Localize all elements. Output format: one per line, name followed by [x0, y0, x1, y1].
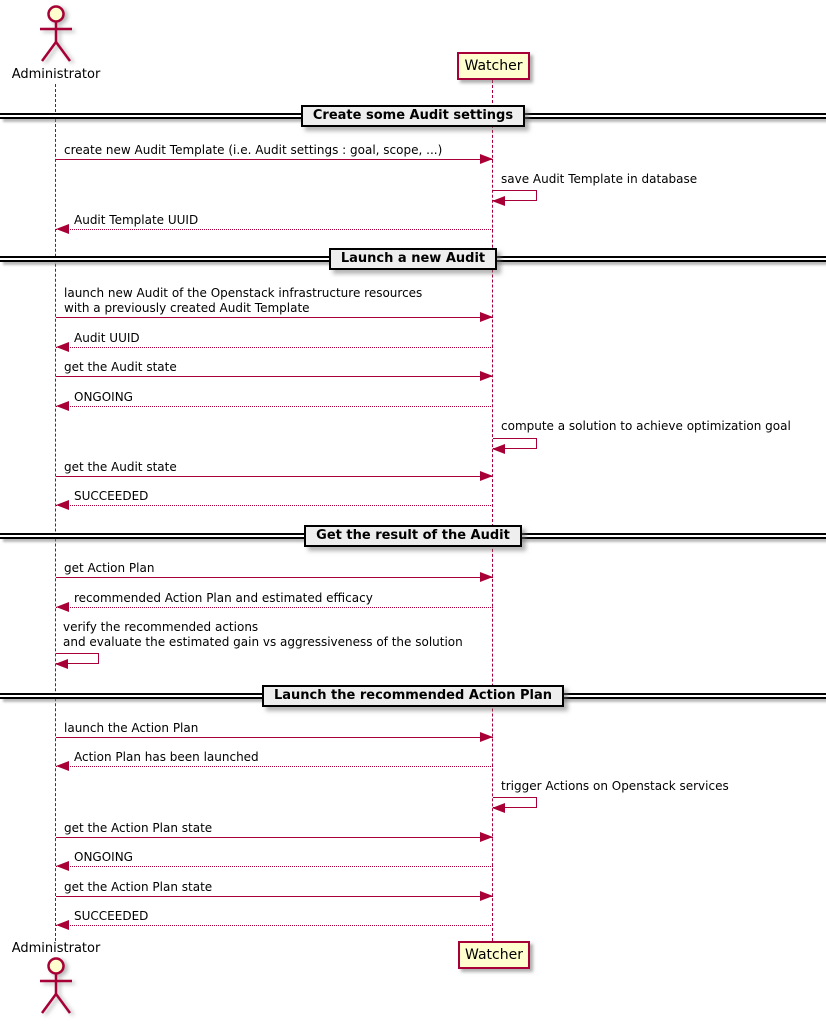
participant-watcher-top — [457, 52, 530, 80]
administrator-label-top: Administrator — [11, 67, 101, 82]
message-launch-new-audit-label-line1: launch new Audit of the Openstack infrastructure resources — [64, 286, 423, 300]
message-succeeded2-label: SUCCEEDED — [74, 909, 149, 923]
message-compute-solution-selfloop — [493, 438, 537, 449]
arrowhead-right-icon — [480, 154, 493, 164]
lifeline-administrator — [55, 84, 56, 941]
message-ongoing-label: ONGOING — [74, 390, 133, 404]
arrowhead-left-icon — [56, 342, 69, 352]
message-compute-solution-label: compute a solution to achieve optimization goal — [501, 419, 791, 433]
arrowhead-right-icon — [480, 312, 493, 322]
message-get-action-plan-arrow — [56, 577, 493, 578]
administrator-actor-icon-bottom — [24, 956, 88, 1016]
message-audit-template-uuid-arrow — [56, 229, 493, 230]
divider-get-result-of-audit — [0, 525, 826, 547]
arrowhead-left-icon — [492, 196, 505, 206]
arrowhead-right-icon — [480, 371, 493, 381]
message-get-action-plan-state2-arrow — [56, 896, 493, 897]
administrator-label-bottom: Administrator — [11, 941, 101, 956]
message-launch-action-plan-label: launch the Action Plan — [64, 721, 199, 735]
arrowhead-left-icon — [492, 444, 505, 454]
message-ongoing2-arrow — [56, 866, 493, 867]
message-audit-template-uuid-label: Audit Template UUID — [74, 213, 199, 227]
message-launch-action-plan-arrow — [56, 737, 493, 738]
arrowhead-right-icon — [480, 732, 493, 742]
message-create-audit-template-arrow — [56, 159, 493, 160]
arrowhead-right-icon — [480, 572, 493, 582]
divider-label: Launch the recommended Action Plan — [262, 685, 564, 707]
divider-create-audit-settings — [0, 105, 826, 127]
divider-launch-recommended-action-plan — [0, 685, 826, 707]
message-ongoing-arrow — [56, 406, 493, 407]
message-launch-new-audit-label-line2: with a previously created Audit Template — [64, 301, 310, 315]
message-succeeded-label: SUCCEEDED — [74, 489, 149, 503]
participant-watcher-bottom — [458, 941, 530, 969]
message-get-audit-state-arrow — [56, 376, 493, 377]
arrowhead-right-icon — [480, 471, 493, 481]
message-audit-uuid-label: Audit UUID — [74, 331, 140, 345]
arrowhead-left-icon — [55, 659, 68, 669]
message-succeeded2-arrow — [56, 925, 493, 926]
message-verify-actions-label-line1: verify the recommended actions — [63, 620, 259, 634]
arrowhead-left-icon — [56, 602, 69, 612]
arrowhead-left-icon — [56, 861, 69, 871]
message-audit-uuid-arrow — [56, 347, 493, 348]
divider-launch-new-audit — [0, 248, 826, 270]
administrator-actor-icon-top — [24, 4, 88, 64]
arrowhead-left-icon — [56, 500, 69, 510]
message-trigger-actions-label: trigger Actions on Openstack services — [501, 779, 729, 793]
message-launch-new-audit-arrow — [56, 317, 493, 318]
arrowhead-left-icon — [56, 401, 69, 411]
message-action-plan-launched-arrow — [56, 766, 493, 767]
message-recommended-action-plan-label: recommended Action Plan and estimated efficacy — [74, 591, 373, 605]
message-succeeded-arrow — [56, 505, 493, 506]
message-ongoing2-label: ONGOING — [74, 850, 133, 864]
arrowhead-left-icon — [492, 803, 505, 813]
message-get-action-plan-state-arrow — [56, 837, 493, 838]
arrowhead-right-icon — [480, 832, 493, 842]
message-get-action-plan-state2-label: get the Action Plan state — [64, 880, 213, 894]
message-verify-actions-label-line2: and evaluate the estimated gain vs aggressiveness of the solution — [63, 635, 463, 649]
message-trigger-actions-selfloop — [493, 797, 537, 808]
arrowhead-left-icon — [56, 920, 69, 930]
message-get-action-plan-state-label: get the Action Plan state — [64, 821, 213, 835]
message-recommended-action-plan-arrow — [56, 607, 493, 608]
message-save-audit-template-label: save Audit Template in database — [501, 172, 698, 186]
watcher-label-bottom: Watcher — [465, 947, 523, 963]
arrowhead-left-icon — [56, 224, 69, 234]
arrowhead-right-icon — [480, 891, 493, 901]
message-get-audit-state-label: get the Audit state — [64, 360, 177, 374]
divider-label: Create some Audit settings — [301, 105, 525, 127]
message-verify-actions-selfloop — [56, 653, 99, 664]
message-action-plan-launched-label: Action Plan has been launched — [74, 750, 259, 764]
arrowhead-left-icon — [56, 761, 69, 771]
divider-label: Get the result of the Audit — [304, 525, 522, 547]
message-get-action-plan-label: get Action Plan — [64, 561, 155, 575]
message-save-audit-template-selfloop — [493, 190, 537, 201]
message-create-audit-template-label: create new Audit Template (i.e. Audit settings : goal, scope, ...) — [64, 143, 443, 157]
watcher-label-top: Watcher — [464, 58, 523, 74]
divider-label: Launch a new Audit — [329, 248, 497, 270]
message-get-audit-state2-arrow — [56, 476, 493, 477]
message-get-audit-state2-label: get the Audit state — [64, 460, 177, 474]
